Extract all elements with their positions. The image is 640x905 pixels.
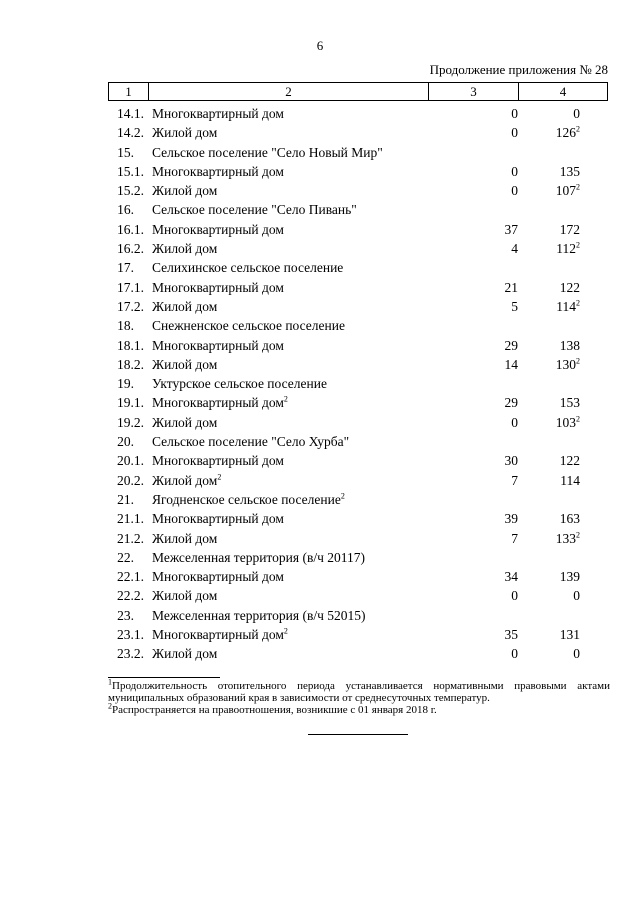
row-number-text: 18.: [117, 318, 134, 334]
row-number: [108, 316, 148, 335]
row-value-col3: [448, 529, 518, 548]
footnote-text: Продолжительность отопительного периода устанавливается нормативными правовыми актами муниципальных образований края в зависимости от среднесуточных температур.: [108, 680, 610, 704]
row-name: [148, 316, 448, 335]
row-value-col4-text: 0: [573, 646, 580, 662]
row-number: [108, 336, 148, 355]
row-name: [148, 258, 448, 277]
continuation-title: Продолжение приложения № 28: [429, 62, 608, 77]
row-name: [148, 490, 448, 509]
row-number: [108, 644, 148, 663]
row-number: [108, 278, 148, 297]
row-name: [148, 355, 448, 374]
table-row: [108, 297, 608, 316]
row-number: [108, 220, 148, 239]
row-number-text: 21.: [117, 491, 134, 507]
row-value-col3-text: 7: [511, 472, 518, 488]
row-number-text: 23.2.: [117, 646, 144, 662]
row-value-col4: [518, 297, 608, 316]
row-value-col4: [518, 509, 608, 528]
row-number: [108, 625, 148, 644]
row-value-col4: [518, 586, 608, 605]
row-value-col4-text: 114: [556, 298, 576, 314]
row-name: [148, 413, 448, 432]
row-number-text: 21.1.: [117, 511, 144, 527]
section-row: [108, 432, 608, 451]
row-number: [108, 606, 148, 625]
section-row: [108, 258, 608, 277]
row-value-col3: [448, 278, 518, 297]
row-number-text: 21.2.: [117, 530, 144, 546]
row-value-col3: [448, 509, 518, 528]
section-row: [108, 200, 608, 219]
row-value-col4-text: 138: [559, 337, 580, 353]
row-name-text: Жилой дом: [152, 125, 218, 141]
row-name-text: Многоквартирный дом: [152, 279, 284, 295]
row-name-text: Снежненское сельское поселение: [152, 318, 345, 334]
row-value-col3: [448, 220, 518, 239]
row-value-col3-text: 7: [511, 530, 518, 546]
row-name: [148, 297, 448, 316]
row-number-text: 19.: [117, 376, 134, 392]
row-value-col3-text: 0: [511, 163, 518, 179]
footnote-ref: 2: [576, 124, 580, 134]
row-value-col4: [518, 336, 608, 355]
row-number-text: 19.2.: [117, 414, 144, 430]
row-name: [148, 432, 448, 451]
row-value-col4-text: 126: [555, 125, 576, 141]
row-name: [148, 239, 448, 258]
row-number-text: 17.: [117, 260, 134, 276]
table-row: [108, 644, 608, 663]
row-number-text: 16.: [117, 202, 134, 218]
table-row: [108, 413, 608, 432]
row-number: [108, 548, 148, 567]
row-value-col3-text: 29: [504, 337, 518, 353]
row-name-text: Многоквартирный дом: [152, 627, 284, 643]
row-value-col4: [518, 625, 608, 644]
row-name-text: Многоквартирный дом: [152, 569, 284, 585]
header-col-2: 2: [149, 83, 429, 100]
row-number: [108, 200, 148, 219]
row-value-col3-text: 35: [504, 627, 518, 643]
row-value-col4-text: 163: [559, 511, 580, 527]
row-value-col4-text: 114: [560, 472, 580, 488]
row-number-text: 14.2.: [117, 125, 144, 141]
row-name: [148, 278, 448, 297]
row-value-col4: [518, 239, 608, 258]
row-name: [148, 181, 448, 200]
table-row: [108, 104, 608, 123]
row-name-text: Жилой дом: [152, 472, 218, 488]
row-number: [108, 355, 148, 374]
table-row: [108, 625, 608, 644]
row-name: [148, 220, 448, 239]
row-value-col4: [518, 181, 608, 200]
header-col-1: 1: [109, 83, 149, 100]
row-name: [148, 374, 448, 393]
table-row: [108, 220, 608, 239]
row-number: [108, 143, 148, 162]
footnote-2: [108, 701, 610, 716]
row-name-text: Жилой дом: [152, 588, 218, 604]
row-number: [108, 162, 148, 181]
row-number: [108, 393, 148, 412]
row-value-col4-text: 122: [559, 279, 580, 295]
row-value-col4: [518, 413, 608, 432]
section-row: [108, 143, 608, 162]
table-row: [108, 567, 608, 586]
row-name: [148, 143, 448, 162]
row-name: [148, 336, 448, 355]
footnote-ref: 2: [576, 182, 580, 192]
row-number-text: 22.: [117, 549, 134, 565]
row-name: [148, 509, 448, 528]
table-row: [108, 471, 608, 490]
row-name: [148, 123, 448, 142]
row-name: [148, 548, 448, 567]
table-row: [108, 529, 608, 548]
row-name-text: Сельское поселение "Село Пивань": [152, 202, 357, 218]
row-number-text: 18.2.: [117, 356, 144, 372]
row-name-text: Межселенная территория (в/ч 20117): [152, 549, 365, 565]
footnote-ref: 2: [283, 626, 288, 636]
section-row: [108, 548, 608, 567]
row-value-col3: [448, 162, 518, 181]
row-name-text: Селихинское сельское поселение: [152, 260, 344, 276]
row-value-col3: [448, 586, 518, 605]
row-value-col3: [448, 181, 518, 200]
row-value-col4: [518, 162, 608, 181]
row-number: [108, 123, 148, 142]
row-value-col4-text: 172: [559, 221, 580, 237]
row-number: [108, 471, 148, 490]
row-name-text: Жилой дом: [152, 241, 218, 257]
row-value-col4-text: 103: [555, 414, 576, 430]
row-value-col3: [448, 104, 518, 123]
footnotes: [108, 677, 610, 716]
section-row: [108, 490, 608, 509]
row-value-col3-text: 14: [504, 356, 518, 372]
table-row: [108, 586, 608, 605]
row-value-col4-text: 130: [555, 356, 576, 372]
row-name: [148, 529, 448, 548]
row-number: [108, 451, 148, 470]
row-value-col3: [448, 471, 518, 490]
header-col-3: 3: [429, 83, 519, 100]
row-name-text: Жилой дом: [152, 530, 218, 546]
table-row: [108, 162, 608, 181]
section-row: [108, 316, 608, 335]
row-value-col4: [518, 471, 608, 490]
row-number-text: 15.2.: [117, 183, 144, 199]
row-value-col3: [448, 123, 518, 142]
row-number: [108, 239, 148, 258]
row-value-col3-text: 0: [511, 106, 518, 121]
footnote-ref: 2: [283, 394, 288, 404]
table-header: [108, 82, 608, 101]
row-value-col3: [448, 355, 518, 374]
table-row: [108, 393, 608, 412]
row-value-col3-text: 0: [511, 125, 518, 141]
row-name-text: Многоквартирный дом: [152, 511, 284, 527]
row-value-col4-text: 107: [555, 183, 576, 199]
row-value-col4-text: 112: [556, 241, 576, 257]
row-number: [108, 258, 148, 277]
row-number: [108, 413, 148, 432]
row-value-col3: [448, 451, 518, 470]
row-name-text: Межселенная территория (в/ч 52015): [152, 607, 366, 623]
row-name-text: Жилой дом: [152, 183, 218, 199]
row-number: [108, 181, 148, 200]
table-row: [108, 355, 608, 374]
row-name-text: Многоквартирный дом: [152, 395, 284, 411]
row-name-text: Многоквартирный дом: [152, 453, 284, 469]
footnote-ref: 2: [576, 356, 580, 366]
row-value-col3-text: 4: [511, 241, 518, 257]
row-value-col3-text: 21: [504, 279, 518, 295]
row-name: [148, 471, 448, 490]
row-name-text: Многоквартирный дом: [152, 106, 284, 121]
row-number-text: 16.1.: [117, 221, 144, 237]
row-number: [108, 567, 148, 586]
section-row: [108, 374, 608, 393]
row-name-text: Многоквартирный дом: [152, 163, 284, 179]
table-row: [108, 278, 608, 297]
row-name-text: Многоквартирный дом: [152, 337, 284, 353]
row-value-col3: [448, 393, 518, 412]
row-value-col4: [518, 644, 608, 663]
table-row: [108, 239, 608, 258]
row-name: [148, 200, 448, 219]
row-value-col3-text: 0: [511, 183, 518, 199]
row-value-col4-text: 0: [573, 106, 580, 121]
row-value-col4-text: 135: [559, 163, 580, 179]
row-number-text: 22.1.: [117, 569, 144, 585]
row-value-col4: [518, 278, 608, 297]
row-value-col3-text: 37: [504, 221, 518, 237]
row-value-col3: [448, 336, 518, 355]
row-name-text: Ягодненское сельское поселение: [152, 491, 341, 507]
row-value-col4: [518, 529, 608, 548]
row-name-text: Жилой дом: [152, 356, 218, 372]
row-value-col4: [518, 123, 608, 142]
footnote-ref: 2: [340, 491, 345, 501]
footnote-text: Распространяется на правоотношения, возникшие с 01 января 2018 г.: [112, 704, 437, 716]
row-name-text: Жилой дом: [152, 414, 218, 430]
row-value-col4-text: 133: [555, 530, 576, 546]
row-number-text: 20.: [117, 434, 134, 450]
row-name-text: Сельское поселение "Село Новый Мир": [152, 144, 383, 160]
row-value-col4-text: 139: [559, 569, 580, 585]
row-number-text: 19.1.: [117, 395, 144, 411]
table-body: [108, 104, 608, 664]
row-value-col3: [448, 413, 518, 432]
row-value-col3-text: 0: [511, 646, 518, 662]
row-value-col3: [448, 567, 518, 586]
row-number-text: 23.1.: [117, 627, 144, 643]
row-value-col4-text: 153: [559, 395, 580, 411]
footnote-ref: 2: [576, 298, 580, 308]
row-value-col3: [448, 644, 518, 663]
row-number-text: 17.1.: [117, 279, 144, 295]
row-number-text: 16.2.: [117, 241, 144, 257]
row-name: [148, 606, 448, 625]
footnote-mark: 2: [108, 701, 112, 711]
row-name: [148, 644, 448, 663]
row-value-col3: [448, 297, 518, 316]
row-number-text: 22.2.: [117, 588, 144, 604]
row-number-text: 18.1.: [117, 337, 144, 353]
table-row: [108, 123, 608, 142]
row-value-col4: [518, 355, 608, 374]
row-name-text: Многоквартирный дом: [152, 221, 284, 237]
footnote-separator: [108, 677, 220, 678]
header-col-4: 4: [559, 84, 567, 99]
footnote-ref: 2: [217, 472, 222, 482]
row-name: [148, 586, 448, 605]
row-value-col3-text: 5: [511, 298, 518, 314]
row-number: [108, 529, 148, 548]
row-value-col4: [518, 220, 608, 239]
row-number: [108, 432, 148, 451]
row-number-text: 17.2.: [117, 298, 144, 314]
row-number: [108, 297, 148, 316]
row-value-col3-text: 29: [504, 395, 518, 411]
footnote-ref: 2: [576, 414, 580, 424]
row-value-col4: [518, 104, 608, 123]
row-value-col3-text: 34: [504, 569, 518, 585]
row-number-text: 15.1.: [117, 163, 144, 179]
footnote-mark: 1: [108, 677, 112, 687]
page-number: 6: [316, 38, 324, 53]
row-number-text: 23.: [117, 607, 134, 623]
row-value-col3-text: 0: [511, 588, 518, 604]
row-value-col4: [518, 393, 608, 412]
row-name: [148, 162, 448, 181]
row-name: [148, 104, 448, 123]
footnote-1: [108, 677, 610, 704]
footnote-ref: 2: [576, 530, 580, 540]
row-name-text: Сельское поселение "Село Хурба": [152, 434, 350, 450]
row-number: [108, 586, 148, 605]
row-value-col3-text: 30: [504, 453, 518, 469]
table-row: [108, 181, 608, 200]
row-number: [108, 509, 148, 528]
row-value-col4-text: 0: [573, 588, 580, 604]
row-number-text: 20.1.: [117, 453, 144, 469]
row-name: [148, 625, 448, 644]
table-row: [108, 509, 608, 528]
row-value-col3: [448, 625, 518, 644]
row-number-text: 20.2.: [117, 472, 144, 488]
row-name-text: Жилой дом: [152, 298, 218, 314]
footnote-ref: 2: [576, 240, 580, 250]
table-row: [108, 336, 608, 355]
row-value-col4: [518, 567, 608, 586]
row-value-col4-text: 131: [559, 627, 580, 643]
row-value-col3: [448, 239, 518, 258]
row-name: [148, 393, 448, 412]
row-number: [108, 104, 148, 123]
row-value-col3-text: 39: [504, 511, 518, 527]
row-value-col3-text: 0: [511, 414, 518, 430]
row-name-text: Уктурское сельское поселение: [152, 376, 327, 392]
end-separator: [308, 734, 408, 735]
row-name: [148, 567, 448, 586]
row-value-col4: [518, 451, 608, 470]
row-value-col4-text: 122: [559, 453, 580, 469]
row-name: [148, 451, 448, 470]
section-row: [108, 606, 608, 625]
row-number: [108, 374, 148, 393]
row-number: [108, 490, 148, 509]
row-name-text: Жилой дом: [152, 646, 218, 662]
row-number-text: 14.1.: [117, 106, 144, 121]
row-number-text: 15.: [117, 144, 134, 160]
table-row: [108, 451, 608, 470]
